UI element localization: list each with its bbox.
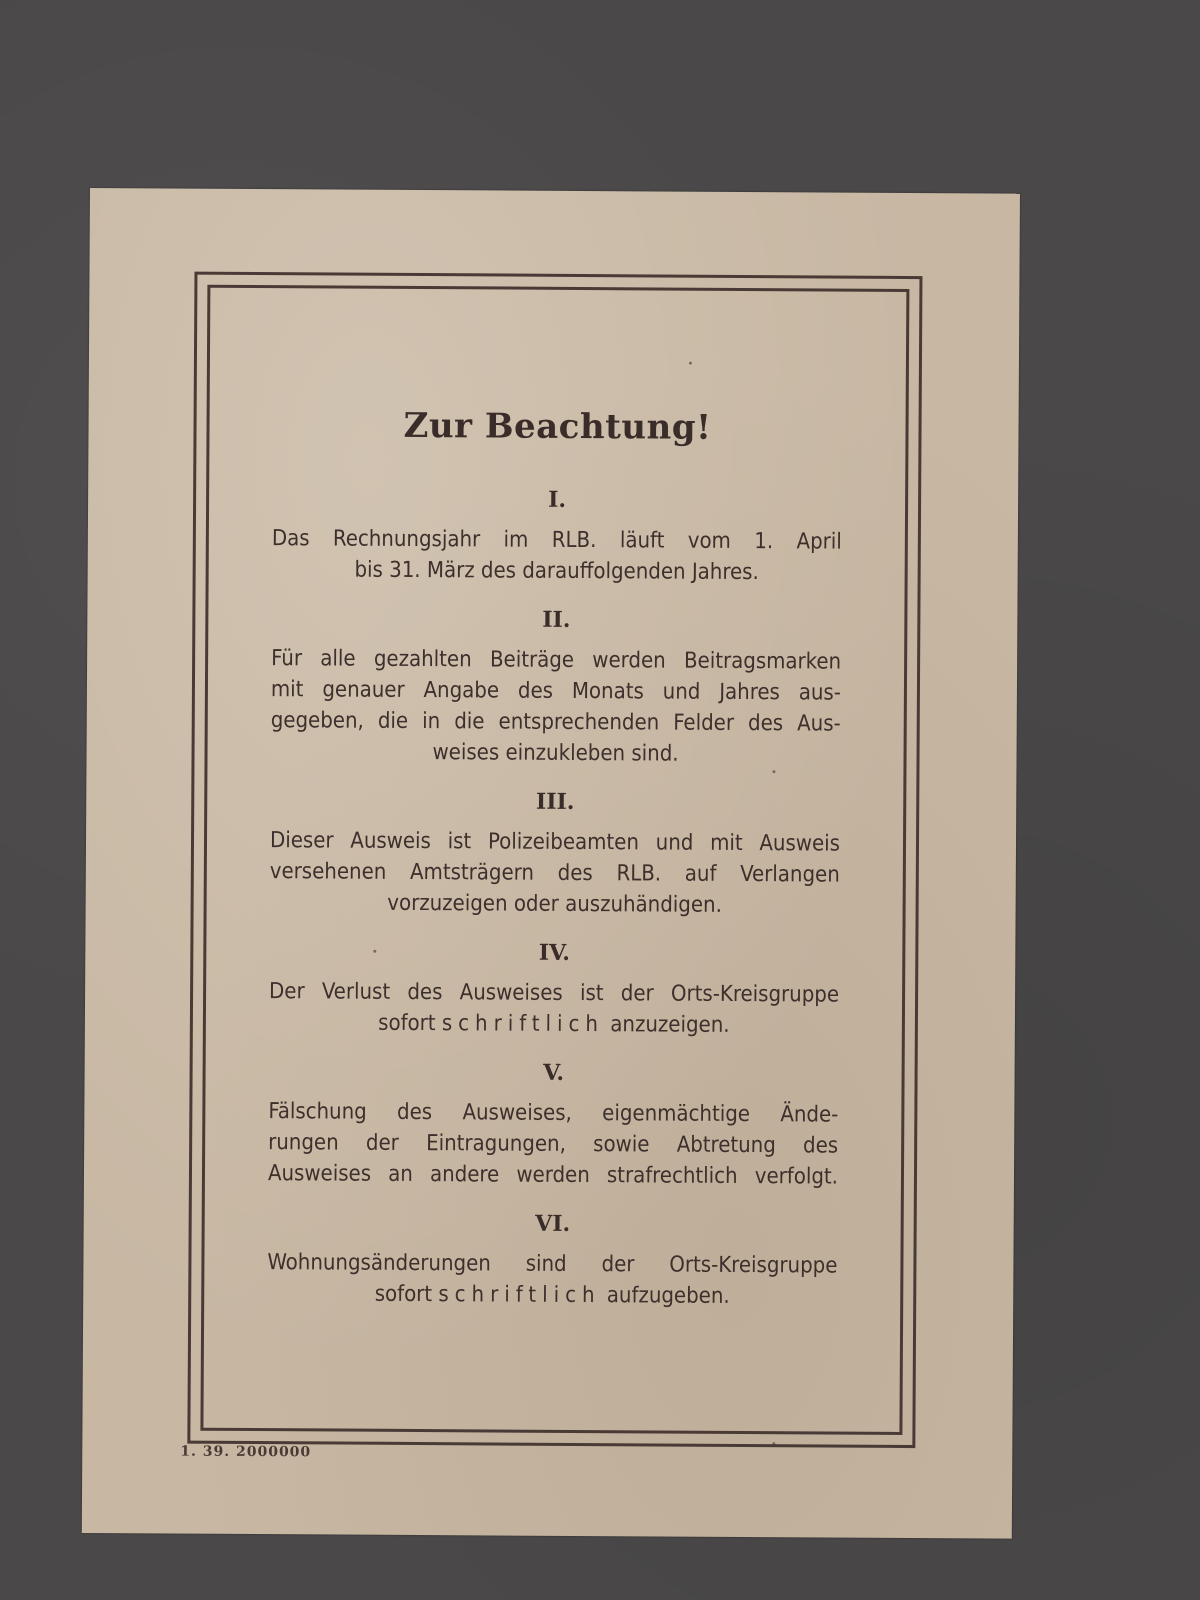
text-line: gegeben, die in die entsprechenden Felder des Aus- — [270, 708, 841, 737]
word: sofort — [378, 1010, 436, 1037]
text-line: rungen der Eintragungen, sowie Abtretung des — [268, 1130, 839, 1159]
section-text-4 — [269, 976, 839, 1041]
print-run-code: 1. 39. 2000000 — [180, 1443, 312, 1461]
text-line: Der Verlust des Ausweises ist der Orts-Kreisgruppe — [269, 979, 840, 1008]
text-line: weises einzukleben sind. — [432, 740, 679, 767]
word: anzuzeigen. — [610, 1012, 730, 1038]
text-line: bis 31. März des darauffolgenden Jahres. — [354, 557, 759, 586]
section-numeral-6: VI. — [535, 1210, 571, 1237]
emphasized-word: schriftlich — [438, 1282, 601, 1309]
section-text-5 — [268, 1096, 839, 1192]
text-line: vorzuzeigen oder auszuhändigen. — [387, 890, 723, 918]
notice-content — [191, 405, 919, 1333]
section-numeral-3: III. — [535, 788, 575, 815]
page-title: Zur Beachtung! — [403, 405, 712, 448]
text-line: Für alle gezahlten Beiträge werden Beitragsmarken — [271, 646, 842, 675]
section-numeral-5: V. — [543, 1059, 565, 1086]
text-line: Ausweises an andere werden strafrechtlich verfolgt. — [267, 1161, 839, 1190]
section-text-2 — [270, 643, 841, 770]
word: sofort — [374, 1281, 433, 1308]
text-line: Das Rechnungsjahr im RLB. läuft vom 1. April — [271, 526, 842, 555]
text-line: versehenen Amtsträgern des RLB. auf Verlangen — [269, 859, 840, 888]
section-text-6 — [267, 1247, 837, 1312]
word: aufzugeben. — [606, 1283, 730, 1309]
document-page — [82, 188, 1020, 1539]
text-line — [267, 1278, 837, 1312]
section-numeral-4: IV. — [538, 939, 571, 966]
section-text-1 — [272, 523, 842, 588]
section-numeral-2: II. — [542, 606, 571, 633]
section-numeral-1: I. — [548, 486, 567, 513]
text-line: Dieser Ausweis ist Polizeibeamten und mit Ausweis — [269, 828, 841, 857]
text-line: Wohnungsänderungen sind der Orts-Kreisgruppe — [267, 1250, 838, 1279]
emphasized-word: schriftlich — [441, 1011, 605, 1038]
text-line: Fälschung des Ausweises, eigenmächtige Ände- — [268, 1099, 839, 1128]
double-border-frame — [187, 272, 922, 1448]
section-text-3 — [270, 825, 841, 921]
text-line — [269, 1007, 839, 1041]
text-line: mit genauer Angabe des Monats und Jahres aus- — [270, 677, 842, 706]
